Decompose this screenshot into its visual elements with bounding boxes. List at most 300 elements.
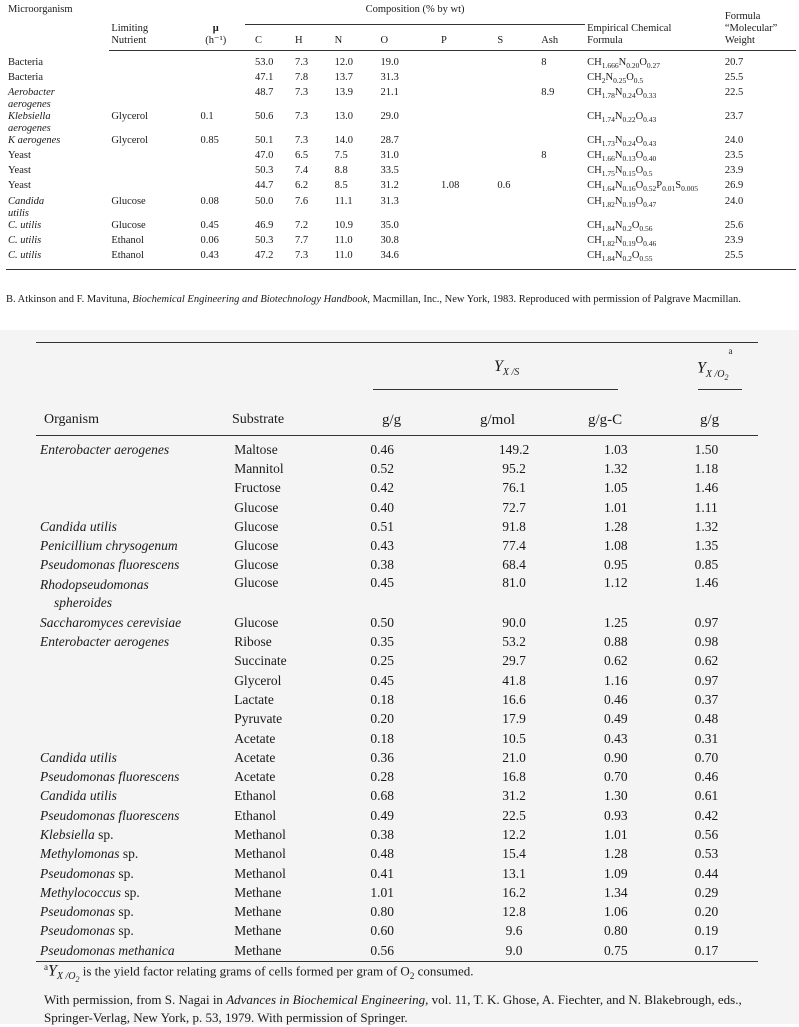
substrate-cell: Succinate: [234, 653, 287, 669]
cell-n: 8.5: [334, 180, 348, 192]
microorganism-cell: [6, 51, 109, 73]
table2-body: [36, 440, 758, 960]
yield-ggc-cell: 0.80: [603, 923, 628, 939]
table2-notes: [44, 958, 784, 1027]
table-row: [6, 72, 796, 87]
cell-p: [439, 135, 495, 150]
organism-name-cont: spheroides: [54, 595, 112, 611]
yield-ggc-cell: 0.62: [603, 653, 628, 669]
organism-cell: [36, 652, 228, 671]
header-s: S: [495, 25, 539, 51]
formula-subscript: 0.47: [643, 199, 657, 209]
formula-subscript: 1.84: [601, 253, 615, 263]
yield-ggc-cell: 0.93: [603, 807, 628, 823]
substrate-cell: Mannitol: [234, 460, 284, 476]
cell-s: [495, 165, 539, 180]
organism-name: C. utilis: [8, 219, 42, 231]
substrate-cell: Maltose: [234, 441, 278, 457]
y-xs-header: $Y_{X /S}$: [494, 358, 520, 379]
header-gg: g/g: [382, 412, 402, 428]
substrate-cell: Acetate: [234, 730, 276, 746]
yield-o2-cell: 1.46: [694, 480, 719, 496]
formula-symbol: O: [635, 150, 644, 162]
organism-name: Rhodopseudomonas: [40, 577, 149, 593]
cell-n: 8.8: [334, 165, 348, 177]
organism-name: Methylomonas: [40, 846, 120, 862]
cell-c: 50.3: [254, 165, 274, 177]
yield-gmol-cell: 29.7: [502, 653, 526, 669]
cell-nutrient: [109, 72, 186, 87]
table-row: [6, 165, 796, 180]
yield-ggc-cell: 0.90: [603, 749, 628, 765]
organism-name: Enterobacter aerogenes: [40, 441, 170, 457]
table-row: [36, 632, 758, 651]
cell-nutrient: Glucose: [111, 195, 146, 207]
organism-name: Yeast: [8, 180, 31, 192]
cell-nutrient: [109, 87, 186, 111]
table-row: [36, 536, 758, 555]
cell-weight: 26.9: [724, 180, 744, 192]
header-o: O: [379, 25, 440, 51]
yield-gmol-cell: 21.0: [502, 749, 526, 765]
microorganism-cell: [6, 111, 109, 135]
yield-gmol-cell: 68.4: [502, 557, 526, 573]
cell-c: 47.2: [245, 250, 293, 270]
organism-name: Saccharomyces cerevisiae: [40, 614, 182, 630]
organism-cell: [36, 479, 228, 498]
cell-weight: 25.5: [724, 72, 744, 84]
formula-subscript: 1.82: [601, 238, 615, 248]
yield-o2-cell: 0.56: [694, 826, 719, 842]
table-row: [6, 220, 796, 235]
cell-h: 7.6: [294, 195, 309, 207]
cell-ash: 8.9: [541, 87, 555, 99]
cell-ash: [539, 196, 585, 220]
yield-ggc-cell: 0.75: [603, 942, 628, 958]
microorganism-cell: [6, 72, 109, 87]
yield-o2-cell: 0.85: [694, 557, 719, 573]
organism-name: Pseudomonas fluorescens: [40, 769, 180, 785]
organism-name: C. utilis: [8, 249, 42, 261]
top-rule: [36, 342, 758, 343]
yield-o2-cell: 0.44: [694, 865, 719, 881]
yield-gmol-cell: 77.4: [502, 538, 526, 554]
organism-cell: [36, 922, 228, 941]
formula-cell: [585, 165, 723, 180]
formula-subscript: 1.82: [601, 199, 615, 209]
microorganism-cell: [6, 196, 109, 220]
yield-o2-cell: 0.97: [694, 672, 719, 688]
cell-o: 29.0: [380, 111, 399, 123]
yield-ggc-cell: 1.03: [603, 441, 628, 457]
organism-name: Candida: [8, 195, 45, 207]
cell-p: [439, 220, 495, 235]
yield-o2-cell: 1.11: [694, 499, 718, 515]
organism-cell: [36, 845, 228, 864]
formula-subscript: 0.22: [622, 115, 636, 125]
table-row: [36, 440, 758, 459]
yield-gg-cell: 0.50: [370, 614, 395, 630]
cell-nutrient: Glycerol: [111, 135, 149, 147]
substrate-cell: Methanol: [234, 826, 286, 842]
formula-subscript: 0.005: [681, 184, 698, 194]
organism-cell: [36, 748, 228, 767]
formula-subscript: 0.27: [646, 61, 661, 71]
cell-weight: 23.9: [724, 234, 744, 246]
cell-h: 7.3: [294, 135, 309, 147]
yield-ggc-cell: 0.43: [603, 730, 628, 746]
substrate-cell: Fructose: [234, 480, 281, 496]
formula-symbol: CH: [587, 234, 602, 246]
microorganism-cell: [6, 87, 109, 111]
header-go: g/g: [700, 412, 720, 428]
organism-species-abbr: sp.: [115, 904, 134, 920]
yield-ggc-cell: 0.70: [603, 769, 628, 785]
microorganism-cell: [6, 180, 109, 195]
table2-body-wrap: [36, 440, 758, 960]
cell-h: 7.8: [294, 72, 309, 84]
yield-gg-cell: 0.38: [370, 557, 395, 573]
formula-subscript: 0.2: [622, 223, 632, 233]
cell-nutrient: [109, 180, 186, 195]
yield-gmol-cell: 53.2: [502, 634, 526, 650]
formula-symbol: O: [635, 234, 644, 246]
formula-cell: [585, 180, 723, 195]
yield-gmol-cell: 90.0: [502, 614, 526, 630]
yield-gg-cell: 0.43: [370, 538, 395, 554]
yield-o2-cell: 0.20: [694, 904, 719, 920]
yield-gg-cell: 0.18: [370, 691, 395, 707]
cell-n: 13.7: [334, 72, 353, 84]
organism-cell: [36, 825, 228, 844]
substrate-cell: Glucose: [234, 538, 279, 554]
cell-p: [439, 235, 495, 250]
yield-ggc-cell: 1.01: [603, 826, 628, 842]
formula-symbol: O: [635, 180, 644, 192]
formula-symbol: N: [614, 135, 623, 147]
cell-s: [495, 51, 539, 73]
yield-o2-cell: 0.42: [694, 807, 719, 823]
substrate-cell: Glucose: [234, 557, 279, 573]
yield-gg-cell: 0.52: [370, 460, 395, 476]
formula-symbol: CH: [587, 57, 602, 68]
formula-symbol: O: [635, 111, 644, 123]
organism-name: Pseudomonas methanica: [40, 942, 175, 958]
cell-weight: 24.0: [724, 135, 744, 147]
cell-ash: [539, 165, 585, 180]
cell-p: [439, 51, 495, 73]
cell-o: 19.0: [380, 57, 399, 68]
table-row: [36, 498, 758, 517]
organism-cell: [36, 536, 228, 555]
yield-ggc-cell: 1.28: [603, 518, 628, 534]
table-row: [36, 903, 758, 922]
organism-species-abbr: sp.: [120, 884, 140, 900]
yield-gmol-cell: 15.4: [502, 846, 526, 862]
cell-c: 50.3: [254, 234, 274, 246]
formula-symbol: CH: [587, 165, 602, 177]
cell-s: [495, 111, 539, 135]
yield-gg-cell: 0.68: [370, 788, 395, 804]
substrate-cell: Methane: [234, 884, 282, 900]
yield-o2-cell: 0.31: [694, 730, 719, 746]
formula-symbol: CH: [587, 180, 602, 192]
organism-name: Klebsiella: [40, 826, 95, 842]
formula-cell: [585, 87, 723, 111]
header-ggc: g/g-C: [588, 412, 623, 428]
organism-cell: [36, 556, 228, 575]
header-substrate: Substrate: [232, 412, 285, 427]
formula-symbol: CH: [587, 249, 602, 261]
organism-name: Methylococcus: [40, 884, 121, 900]
yield-gmol-cell: 16.2: [502, 884, 526, 900]
substrate-cell: Glucose: [234, 518, 279, 534]
yield-o2-cell: 0.48: [694, 711, 719, 727]
yield-gmol-cell: 41.8: [502, 672, 526, 688]
substrate-cell: Methane: [234, 942, 282, 958]
yield-gg-cell: 0.56: [370, 942, 395, 958]
cell-h: 7.3: [293, 250, 333, 270]
cell-o: 21.1: [380, 87, 399, 99]
table-row: [36, 845, 758, 864]
cell-n: 7.5: [334, 150, 348, 162]
formula-symbol: O: [635, 195, 644, 207]
yield-gg-cell: 0.48: [370, 846, 395, 862]
yield-o2-cell: 0.29: [694, 884, 719, 900]
formula-subscript: 1.73: [601, 139, 615, 149]
cell-n: 14.0: [334, 135, 353, 147]
substrate-cell: Methanol: [234, 865, 286, 881]
formula-symbol: S: [675, 180, 682, 192]
cell-mu: 0.43: [187, 250, 245, 270]
substrate-cell: Glucose: [234, 614, 279, 630]
permission-note: With permission, from S. Nagai in Advances in Biochemical Engineering, vol. 11, T. K. Ghose, A. Fiechter, and N. Blakebrough, eds., Springer-Verlag, New York, p. 53, 1979. With permission of Springer.: [44, 991, 742, 1025]
yield-gmol-cell: 9.0: [505, 942, 523, 958]
organism-cell: [36, 632, 228, 651]
table-row: [36, 690, 758, 709]
cell-s: 0.6: [497, 180, 511, 192]
cell-s: [495, 135, 539, 150]
organism-cell: [36, 575, 228, 613]
organism-cell: [36, 613, 228, 632]
formula-symbol: O: [631, 249, 640, 261]
organism-cell: [36, 864, 228, 883]
header-limiting-nutrient: Limiting Nutrient: [109, 4, 186, 51]
substrate-cell: Methane: [234, 904, 282, 920]
organism-name-cont: aerogenes: [8, 123, 51, 135]
table-row: [36, 883, 758, 902]
organism-name: Pseudomonas: [40, 865, 115, 881]
formula-symbol: N: [614, 219, 623, 231]
yield-ggc-cell: 1.25: [603, 614, 628, 630]
yield-gg-cell: 0.41: [370, 865, 395, 881]
formula-subscript: 1.66: [601, 154, 615, 164]
microorganism-cell: [6, 135, 109, 150]
header-rule: [36, 435, 758, 436]
table-row: [36, 767, 758, 786]
organism-cell: [36, 903, 228, 922]
formula-subscript: 1.78: [601, 91, 615, 101]
yield-ggc-cell: 1.16: [603, 672, 628, 688]
formula-cell: [585, 72, 723, 87]
cell-ash: [539, 235, 585, 250]
cell-mu: 0.85: [200, 135, 219, 147]
table-row: [6, 196, 796, 220]
formula-symbol: CH: [587, 87, 602, 99]
yield-gg-cell: 0.46: [370, 441, 395, 457]
cell-c: 47.1: [254, 72, 274, 84]
formula-subscript: 0.16: [622, 184, 636, 194]
table-row: [36, 806, 758, 825]
organism-name: Penicillium chrysogenum: [40, 538, 178, 554]
formula-cell: [585, 196, 723, 220]
formula-symbol: N: [614, 87, 623, 99]
cell-h: 7.3: [294, 87, 309, 99]
yield-o2-cell: 1.18: [694, 460, 719, 476]
cell-c: 44.7: [254, 180, 274, 192]
formula-subscript: 0.25: [613, 76, 627, 86]
organism-name: Yeast: [8, 165, 31, 177]
formula-subscript: 2: [601, 76, 606, 86]
yield-gg-cell: 0.38: [370, 826, 395, 842]
organism-cell: [36, 459, 228, 478]
formula-subscript: 0.43: [643, 115, 657, 125]
organism-name: Pseudomonas: [40, 923, 115, 939]
organism-cell: [36, 806, 228, 825]
formula-symbol: N: [614, 165, 623, 177]
cell-n: 12.0: [334, 57, 353, 68]
cell-o: 35.0: [380, 219, 399, 231]
table-row: [6, 51, 796, 73]
cell-weight: 25.6: [724, 219, 744, 231]
organism-name: C. utilis: [8, 234, 42, 246]
yield-ggc-cell: 1.30: [603, 788, 628, 804]
organism-cell: [36, 787, 228, 806]
cell-weight: 25.5: [723, 250, 796, 270]
cell-s: [495, 87, 539, 111]
substrate-cell: Lactate: [234, 691, 274, 707]
yield-ggc-cell: 1.05: [603, 480, 628, 496]
microorganism-cell: [6, 165, 109, 180]
yield-gmol-cell: 12.8: [502, 904, 526, 920]
formula-subscript: 0.19: [622, 238, 636, 248]
microorganism-cell: [6, 250, 109, 270]
header-n: N: [333, 25, 379, 51]
organism-name: K aerogenes: [8, 135, 61, 147]
formula-symbol: N: [614, 195, 623, 207]
formula-cell: [585, 235, 723, 250]
cell-mu: 0.08: [200, 195, 219, 207]
formula-symbol: P: [656, 180, 663, 192]
footnote-a: $^aY_{X /O_2}$ is the yield factor relating grams of cells formed per gram of $O_2$ consumed.: [44, 962, 474, 984]
formula-symbol: N: [614, 180, 623, 192]
cell-c: 48.7: [254, 87, 274, 99]
header-mu: [187, 4, 245, 51]
formula-symbol: N: [614, 234, 623, 246]
yxs-rule: [373, 389, 618, 390]
cell-weight: 23.5: [724, 150, 744, 162]
table-row: [6, 180, 796, 195]
cell-p: [439, 250, 495, 270]
yield-gg-cell: 0.25: [370, 653, 395, 669]
header-formula: Empirical Chemical Formula: [585, 4, 723, 51]
formula-symbol: CH: [587, 135, 602, 147]
cell-h: 6.5: [294, 150, 309, 162]
yield-gmol-cell: 13.1: [502, 865, 526, 881]
yield-o2-cell: 0.70: [694, 749, 719, 765]
organism-cell: [36, 767, 228, 786]
cell-s: [495, 72, 539, 87]
yield-o2-cell: 0.19: [694, 923, 719, 939]
organism-cell: [36, 440, 228, 459]
yield-ggc-cell: 1.08: [603, 538, 628, 554]
composition-table: [6, 4, 796, 270]
substrate-cell: Methanol: [234, 846, 286, 862]
table2-section: [0, 330, 799, 1024]
yield-gg-cell: 0.28: [370, 769, 395, 785]
formula-symbol: N: [614, 150, 623, 162]
cell-n: 13.9: [334, 87, 353, 99]
formula-symbol: O: [635, 87, 644, 99]
cell-p: [439, 111, 495, 135]
organism-species-abbr: sp.: [119, 846, 139, 862]
formula-subscript: 0.20: [626, 61, 640, 71]
cell-nutrient: Ethanol: [111, 234, 144, 246]
header-gmol: g/mol: [480, 412, 516, 428]
substrate-cell: Ribose: [234, 634, 272, 650]
yield-o2-cell: 0.98: [694, 634, 719, 650]
yield-o2-cell: 1.35: [694, 538, 719, 554]
formula-subscript: 0.52: [643, 184, 657, 194]
cell-o: 30.8: [380, 234, 399, 246]
organism-cell: [36, 729, 228, 748]
cell-c: 50.1: [254, 135, 274, 147]
formula-subscript: 0.5: [643, 169, 653, 179]
substrate-cell: Acetate: [234, 749, 276, 765]
cell-o: 33.5: [380, 165, 399, 177]
cell-o: 28.7: [380, 135, 399, 147]
header-organism: Organism: [44, 412, 99, 427]
cell-mu: 0.45: [200, 219, 219, 231]
cell-n: 11.0: [334, 234, 353, 246]
cell-o: 31.2: [380, 180, 399, 192]
substrate-cell: Glycerol: [234, 672, 282, 688]
yield-gmol-cell: 81.0: [502, 575, 526, 591]
organism-name: Candida utilis: [40, 788, 117, 804]
cell-h: 6.2: [294, 180, 309, 192]
cell-h: 7.4: [294, 165, 309, 177]
formula-cell: [585, 51, 723, 73]
cell-c: 53.0: [254, 57, 274, 68]
table-row: [36, 710, 758, 729]
yield-ggc-cell: 1.12: [603, 575, 628, 591]
yield-gg-cell: 0.45: [370, 672, 395, 688]
formula-cell: [585, 220, 723, 235]
table1-source-note: B. Atkinson and F. Mavituna, Biochemical Engineering and Biotechnology Handbook, Macmillan, Inc., New York, 1983. Reproduced with permission of Palgrave Macmillan.: [6, 294, 741, 305]
organism-name: Pseudomonas fluorescens: [40, 807, 180, 823]
y-xo-header: $Y_{X /O_2}^a$: [697, 346, 733, 382]
yield-ggc-cell: 0.49: [603, 711, 628, 727]
table-row: [36, 787, 758, 806]
cell-o: 31.3: [380, 72, 399, 84]
yield-ggc-cell: 1.34: [603, 884, 628, 900]
cell-n: 11.0: [333, 250, 379, 270]
cell-ash: 8: [541, 150, 547, 162]
organism-name: Enterobacter aerogenes: [40, 634, 170, 650]
yield-gmol-cell: 9.6: [505, 923, 523, 939]
formula-subscript: 0.56: [639, 223, 653, 233]
yield-gg-cell: 0.36: [370, 749, 395, 765]
